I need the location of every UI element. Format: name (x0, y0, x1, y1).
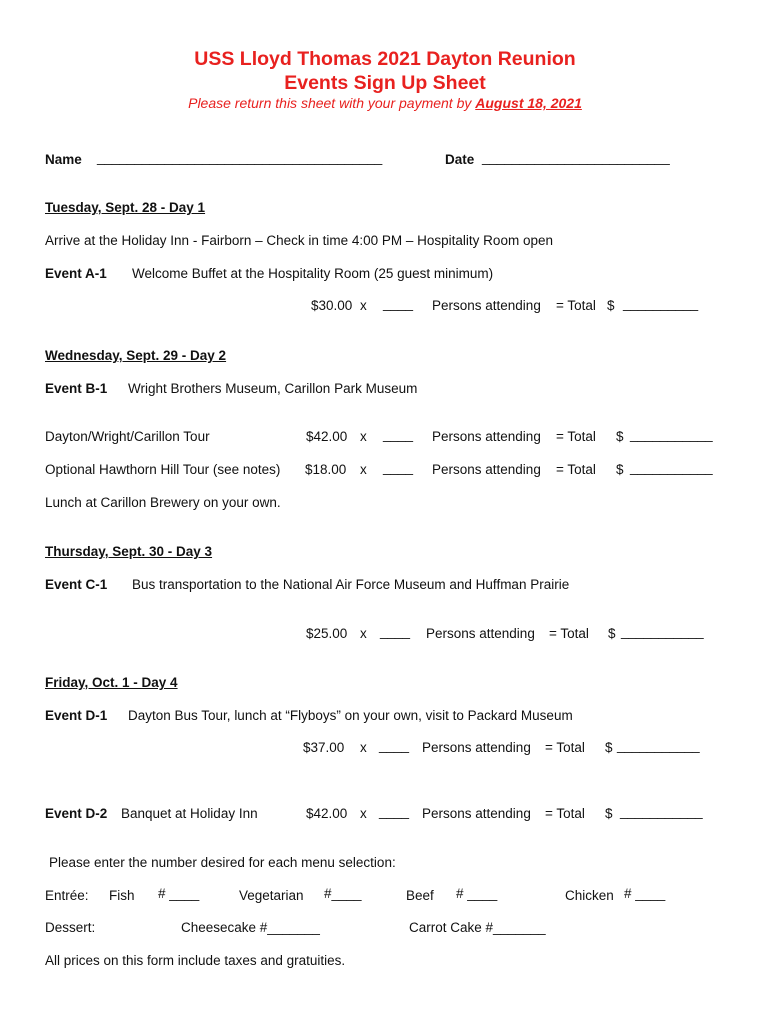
event-c1-total-label: = Total (549, 626, 589, 641)
name-label: Name (45, 152, 82, 167)
event-a1-total-field[interactable]: __________ (623, 296, 699, 311)
day1-heading: Tuesday, Sept. 28 - Day 1 (45, 200, 206, 215)
event-d1-label: Event D-1 (45, 708, 108, 723)
page-subtitle-title: Events Sign Up Sheet (284, 72, 486, 94)
event-d2-dollar-sign: $ (605, 806, 613, 821)
tour1-total-field[interactable]: ___________ (630, 427, 713, 442)
event-a1-times: x (360, 298, 367, 313)
return-instruction (0, 95, 770, 111)
dessert-label: Dessert: (45, 920, 96, 935)
event-a1-description: Welcome Buffet at the Hospitality Room (25 guest minimum) (132, 266, 494, 281)
cheesecake-count-field[interactable]: Cheesecake #_______ (181, 920, 320, 935)
event-d1-dollar-sign: $ (605, 740, 613, 755)
day4-heading: Friday, Oct. 1 - Day 4 (45, 675, 178, 690)
event-b1-label: Event B-1 (45, 381, 108, 396)
day1-arrival-note: Arrive at the Holiday Inn - Fairborn – Check in time 4:00 PM – Hospitality Room open (45, 233, 553, 248)
tour1-dollar-sign: $ (616, 429, 624, 444)
event-a1-dollar-sign: $ (607, 298, 615, 313)
deadline-date: August 18, 2021 (475, 95, 582, 111)
event-d1-persons-label: Persons attending (422, 740, 531, 755)
event-a1-label: Event A-1 (45, 266, 107, 281)
event-a1-price: $30.00 (311, 298, 353, 313)
event-c1-price: $25.00 (306, 626, 348, 641)
tour2-total-label: = Total (556, 462, 596, 477)
vegetarian-label: Vegetarian (239, 888, 304, 903)
date-field[interactable]: _________________________ (482, 150, 670, 165)
event-b1-description: Wright Brothers Museum, Carillon Park Museum (128, 381, 418, 396)
tour2-times: x (360, 462, 367, 477)
event-d1-total-field[interactable]: ___________ (617, 738, 700, 753)
tour2-label: Optional Hawthorn Hill Tour (see notes) (45, 462, 281, 477)
event-d2-total-field[interactable]: ___________ (620, 804, 703, 819)
tour1-price: $42.00 (306, 429, 348, 444)
event-c1-persons-label: Persons attending (426, 626, 535, 641)
event-d2-description: Banquet at Holiday Inn (121, 806, 258, 821)
chicken-label: Chicken (565, 888, 614, 903)
event-d2-total-label: = Total (545, 806, 585, 821)
page-title: USS Lloyd Thomas 2021 Dayton Reunion (194, 48, 576, 70)
event-a1-count-field[interactable]: ____ (383, 296, 414, 311)
tour2-total-field[interactable]: ___________ (630, 460, 713, 475)
event-d1-times: x (360, 740, 367, 755)
tour1-total-label: = Total (556, 429, 596, 444)
tour1-persons-label: Persons attending (432, 429, 541, 444)
event-d2-count-field[interactable]: ____ (379, 804, 410, 819)
tour1-times: x (360, 429, 367, 444)
event-d1-total-label: = Total (545, 740, 585, 755)
date-label: Date (445, 152, 475, 167)
event-d1-description: Dayton Bus Tour, lunch at “Flyboys” on your own, visit to Packard Museum (128, 708, 573, 723)
menu-instruction: Please enter the number desired for each menu selection: (49, 855, 396, 870)
event-a1-persons-label: Persons attending (432, 298, 541, 313)
event-d2-persons-label: Persons attending (422, 806, 531, 821)
tour1-label: Dayton/Wright/Carillon Tour (45, 429, 210, 444)
tour2-price: $18.00 (305, 462, 347, 477)
tour1-count-field[interactable]: ____ (383, 427, 414, 442)
carrot-cake-count-field[interactable]: Carrot Cake #_______ (409, 920, 546, 935)
event-d2-times: x (360, 806, 367, 821)
fish-count-field[interactable]: # ____ (158, 886, 200, 901)
fish-label: Fish (109, 888, 135, 903)
event-c1-times: x (360, 626, 367, 641)
tour2-persons-label: Persons attending (432, 462, 541, 477)
beef-count-field[interactable]: # ____ (456, 886, 498, 901)
day2-lunch-note: Lunch at Carillon Brewery on your own. (45, 495, 281, 510)
event-a1-total-label: = Total (556, 298, 596, 313)
event-c1-dollar-sign: $ (608, 626, 616, 641)
event-d1-count-field[interactable]: ____ (379, 738, 410, 753)
tour2-dollar-sign: $ (616, 462, 624, 477)
prices-note: All prices on this form include taxes and gratuities. (45, 953, 346, 968)
return-instruction-text: Please return this sheet with your payment by (188, 95, 476, 111)
event-c1-label: Event C-1 (45, 577, 108, 592)
day2-heading: Wednesday, Sept. 29 - Day 2 (45, 348, 227, 363)
event-c1-description: Bus transportation to the National Air Force Museum and Huffman Prairie (132, 577, 570, 592)
event-d1-price: $37.00 (303, 740, 345, 755)
day3-heading: Thursday, Sept. 30 - Day 3 (45, 544, 213, 559)
event-c1-total-field[interactable]: ___________ (621, 624, 704, 639)
entree-label: Entrée: (45, 888, 89, 903)
chicken-count-field[interactable]: # ____ (624, 886, 666, 901)
event-d2-price: $42.00 (306, 806, 348, 821)
beef-label: Beef (406, 888, 434, 903)
event-c1-count-field[interactable]: ____ (380, 624, 411, 639)
name-field[interactable]: ______________________________________ (97, 150, 383, 165)
tour2-count-field[interactable]: ____ (383, 460, 414, 475)
vegetarian-count-field[interactable]: #____ (324, 886, 362, 901)
event-d2-label: Event D-2 (45, 806, 108, 821)
